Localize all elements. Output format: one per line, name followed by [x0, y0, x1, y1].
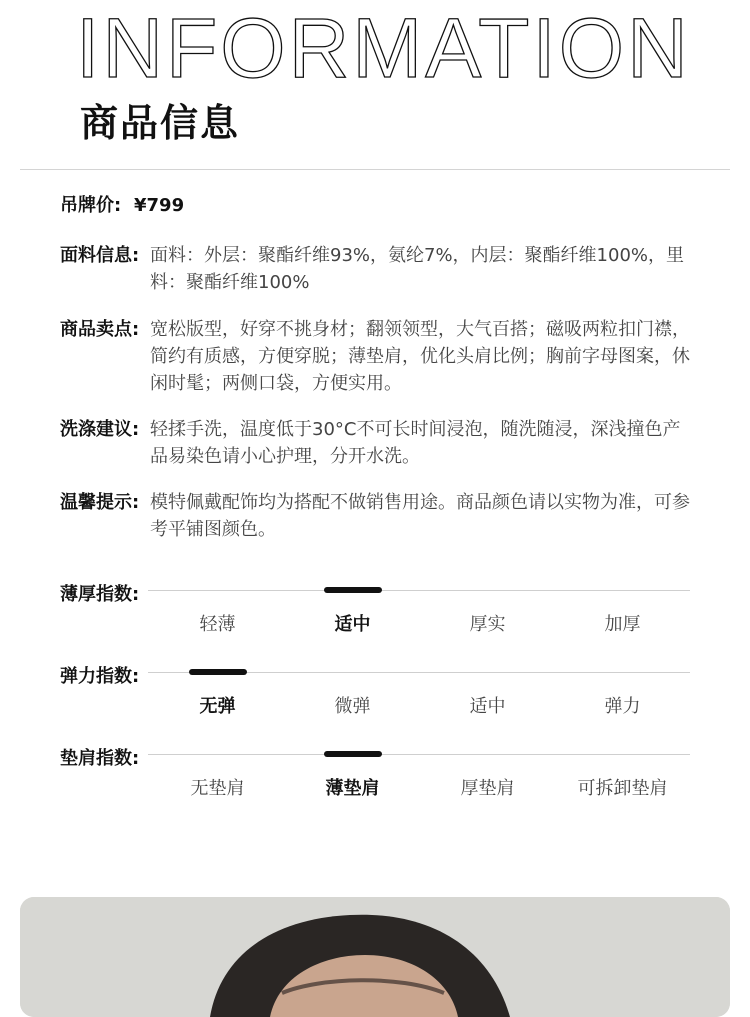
shoulder-pad-scale — [60, 748, 700, 814]
elasticity-scale — [60, 666, 700, 732]
scale-label: 弹力指数: — [60, 666, 140, 687]
info-value: 模特佩戴配饰均为搭配不做销售用途。商品颜色请以实物为准，可参考平铺图颜色。 — [150, 492, 690, 540]
scale-option: 无垫肩 — [190, 778, 245, 799]
scale-marker — [324, 751, 382, 757]
scale-option: 薄垫肩 — [325, 778, 380, 799]
model-photo-illustration — [20, 897, 730, 1017]
scale-option: 厚垫肩 — [460, 778, 515, 799]
scale-option: 微弹 — [334, 696, 371, 717]
info-label: 面料信息: — [60, 245, 140, 266]
scale-marker — [324, 587, 382, 593]
scale-option: 轻薄 — [199, 614, 236, 635]
scale-option: 可拆卸垫肩 — [577, 778, 668, 799]
info-value: 面料：外层：聚酯纤维93%，氨纶7%，内层：聚酯纤维100%，里料：聚酯纤维100% — [150, 245, 685, 293]
scale-option: 适中 — [469, 696, 506, 717]
info-label: 商品卖点: — [60, 319, 140, 340]
model-photo — [20, 897, 730, 1017]
header-divider — [20, 169, 730, 170]
info-label: 温馨提示: — [60, 492, 140, 513]
scale-label: 垫肩指数: — [60, 748, 140, 769]
thickness-scale — [60, 584, 700, 650]
scale-option: 适中 — [334, 614, 371, 635]
info-label: 吊牌价: — [60, 195, 122, 216]
page-title: 商品信息 — [80, 101, 241, 145]
scale-marker — [189, 669, 247, 675]
info-value: 宽松版型，好穿不挑身材；翻领领型，大气百搭；磁吸两粒扣门襟，简约有质感，方便穿脱；薄垫肩，优化头肩比例；胸前字母图案，休闲时髦；两侧口袋，方便实用。 — [150, 319, 690, 394]
scale-option: 厚实 — [469, 614, 506, 635]
scale-label: 薄厚指数: — [60, 584, 140, 605]
info-value: 轻揉手洗，温度低于30°C不可长时间浸泡，随洗随浸，深浅撞色产品易染色请小心护理，分开水洗。 — [150, 419, 681, 467]
info-value: ¥799 — [134, 195, 185, 216]
scale-option: 弹力 — [604, 696, 641, 717]
scale-track — [148, 590, 690, 591]
info-label: 洗涤建议: — [60, 419, 140, 440]
scale-track — [148, 754, 690, 755]
scale-option: 加厚 — [604, 614, 641, 635]
hero-title-en: INFORMATION — [76, 1, 691, 95]
scale-option: 无弹 — [199, 696, 236, 717]
